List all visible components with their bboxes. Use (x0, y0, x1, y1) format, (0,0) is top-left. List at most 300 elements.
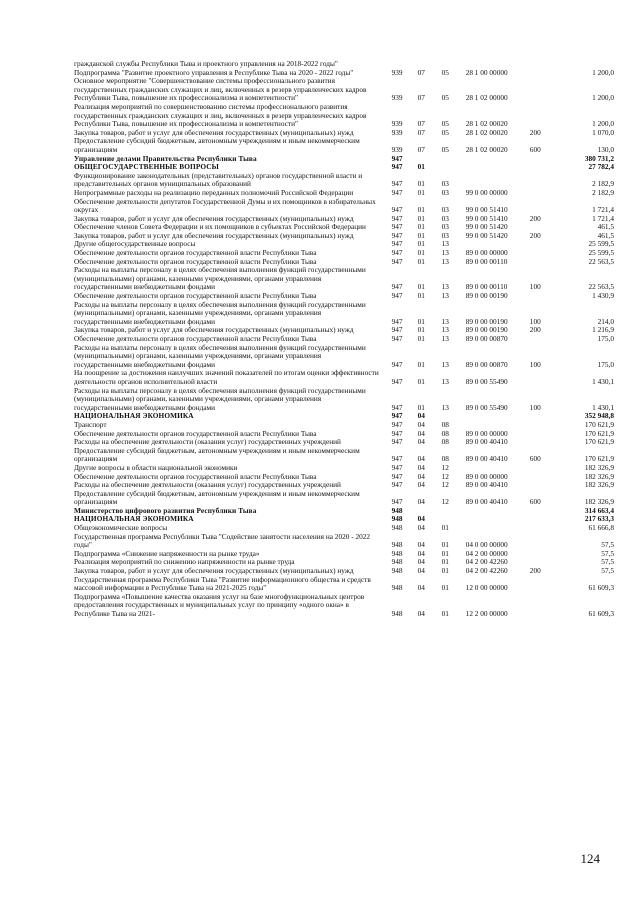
target-article-code: 99 0 00 51410 (465, 205, 508, 215)
row-name: Другие вопросы в области национальной экономики (74, 462, 238, 472)
row-name: Реализация мероприятий по совершенствованию системы профессионального развития государственных гражданских служащих и лиц, включенных в резерв управленческих кадров Республики Тыва, повышение их профессионализма и компетентности" (74, 101, 367, 129)
table-row (74, 137, 614, 154)
ministry-code: 939 (391, 119, 403, 129)
amount: 217 633,3 (584, 514, 614, 524)
amount: 1 430,1 (592, 376, 614, 386)
subsection-code (442, 155, 466, 164)
row-name: Обеспечение деятельности органов государственной власти Республики Тыва (74, 248, 317, 258)
ministry-code: 947 (391, 316, 403, 326)
ministry-code: 947 (391, 179, 403, 189)
amount: 170 621,9 (584, 428, 614, 438)
target-article-code: 89 0 00 00870 (465, 359, 508, 369)
expense-type-code: 200 (529, 127, 541, 137)
amount: 214,0 (597, 316, 614, 326)
subsection-code: 12 (441, 471, 449, 481)
ministry-code: 947 (391, 437, 403, 447)
section-code: 01 (417, 162, 425, 172)
row-name: Предоставление субсидий бюджетным, автономным учреждениям и иным некоммерческим организациям (74, 445, 360, 464)
subsection-code: 01 (441, 557, 449, 567)
section-code: 04 (417, 523, 425, 533)
section-code: 04 (417, 540, 425, 550)
subsection-code: 12 (441, 480, 449, 490)
subsection-code: 13 (441, 359, 449, 369)
amount: 461,5 (597, 230, 614, 240)
ministry-code: 947 (391, 497, 403, 507)
ministry-code: 947 (391, 291, 403, 301)
row-name: Предоставление субсидий бюджетным, автономным учреждениям и иным некоммерческим организациям (74, 136, 360, 154)
section-code: 04 (417, 514, 425, 524)
section-code: 01 (417, 187, 425, 197)
expense-type-code: 100 (529, 282, 541, 292)
target-article-code: 28 1 02 00020 (465, 144, 508, 154)
row-name: Государственная программа Республики Тыва "Развитие информационного общества и средств массовой информации в Республике Тыва на 2021-2025 годы" (74, 574, 371, 593)
subsection-code: 13 (441, 402, 449, 412)
ministry-code: 947 (391, 480, 403, 490)
amount: 61 609,3 (588, 583, 614, 593)
section-code: 04 (417, 609, 425, 618)
row-name: На поощрение за достижения наилучших значений показателей по итогам оценки эффективности деятельности органов исполнительной власти (74, 368, 379, 386)
budget-table-page (74, 60, 614, 619)
ministry-code: 948 (391, 505, 403, 515)
table-row (74, 198, 614, 215)
section-code: 01 (417, 256, 425, 266)
section-code: 01 (417, 205, 425, 215)
section-code: 04 (417, 557, 425, 567)
subsection-code: 01 (441, 609, 449, 618)
section-code: 01 (417, 222, 425, 232)
row-name: Министерство цифрового развития Республики Тыва (74, 505, 257, 515)
ministry-code: 948 (391, 540, 403, 550)
section-code: 04 (417, 497, 425, 507)
target-article-code: 99 0 00 51420 (465, 230, 508, 240)
amount: 130,0 (597, 144, 614, 154)
expense-type-code (530, 335, 556, 344)
amount: 170 621,9 (584, 437, 614, 447)
target-article-code: 89 0 00 55490 (465, 376, 508, 386)
row-name: Закупка товаров, работ и услуг для обеспечения государственных (муниципальных) нужд (74, 127, 354, 137)
expense-type-code: 200 (529, 566, 541, 576)
subsection-code: 03 (441, 230, 449, 240)
expense-type-code (530, 412, 556, 421)
expense-type-code: 100 (529, 359, 541, 369)
table-row (74, 301, 614, 327)
row-name: Расходы на выплаты персоналу в целях обеспечения выполнения функций государственными (муниципальными) органами, казенными учреждениями, органами управления государственными внебюджетными фондами (74, 299, 366, 326)
ministry-code: 948 (391, 523, 403, 533)
ministry-code: 947 (391, 359, 403, 369)
ministry-code: 947 (391, 256, 403, 266)
expense-type-code (530, 198, 556, 215)
ministry-code: 947 (391, 213, 403, 223)
row-name: Закупка товаров, работ и услуг для обеспечения государственных (муниципальных) нужд (74, 566, 354, 576)
section-code: 04 (417, 419, 425, 429)
subsection-code: 13 (441, 282, 449, 292)
subsection-code: 13 (441, 316, 449, 326)
section-code: 01 (417, 359, 425, 369)
subsection-code: 13 (441, 376, 449, 386)
target-article-code: 89 0 00 00870 (465, 334, 508, 343)
row-name: Транспорт (74, 419, 107, 429)
budget-table (74, 60, 614, 619)
expense-type-code (530, 77, 556, 103)
row-name: Управление делами Правительства Республики Тыва (74, 153, 257, 163)
section-code: 04 (417, 437, 425, 447)
row-name: Обеспечение деятельности органов государственной власти Республики Тыва (74, 428, 317, 438)
subsection-code: 13 (441, 239, 449, 249)
section-code: 01 (417, 291, 425, 301)
table-row (74, 369, 614, 386)
section-code: 01 (417, 376, 425, 386)
amount: 182 326,9 (584, 497, 614, 507)
expense-type-code: 200 (529, 325, 541, 335)
subsection-code: 03 (441, 213, 449, 223)
section-code: 01 (417, 248, 425, 258)
expense-type-code (530, 473, 556, 482)
table-row (74, 387, 614, 413)
row-name: Расходы на обеспечение деятельности (оказания услуг) государственных учреждений (74, 437, 341, 447)
row-name: Реализация мероприятий по снижению напряженности на рынке труда (74, 557, 295, 567)
subsection-code: 01 (441, 523, 449, 533)
ministry-code: 947 (391, 334, 403, 343)
section-code: 07 (417, 127, 425, 137)
expense-type-code (530, 189, 556, 198)
row-name: Обеспечение деятельности органов государственной власти Республики Тыва (74, 291, 317, 301)
amount: 380 731,2 (584, 153, 614, 163)
target-article-code: 28 1 00 00000 (465, 67, 508, 77)
page-number: 124 (580, 851, 600, 866)
ministry-code: 939 (391, 67, 403, 77)
amount: 1 070,0 (592, 127, 614, 137)
subsection-code: 03 (441, 205, 449, 215)
expense-type-code: 200 (529, 230, 541, 240)
table-row (74, 533, 614, 550)
subsection-code: 01 (441, 583, 449, 593)
row-name: Закупка товаров, работ и услуг для обеспечения государственных (муниципальных) нужд (74, 325, 354, 335)
target-article-code: 89 0 00 00000 (465, 248, 508, 258)
ministry-code: 947 (391, 325, 403, 335)
ministry-code: 947 (391, 471, 403, 481)
ministry-code: 939 (391, 144, 403, 154)
table-row (74, 77, 614, 103)
subsection-code: 13 (441, 325, 449, 335)
target-article-code: 89 0 00 00110 (465, 256, 508, 266)
row-name: Другие общегосударственные вопросы (74, 239, 196, 249)
target-article-code: 28 1 02 00000 (465, 93, 508, 103)
target-article-code: 04 2 00 00000 (465, 548, 508, 558)
amount: 57,5 (601, 548, 614, 558)
target-article-code (466, 524, 530, 533)
expense-type-code (530, 438, 556, 447)
amount: 1 200,0 (592, 67, 614, 77)
target-article-code (466, 412, 530, 421)
subsection-code: 05 (441, 67, 449, 77)
ministry-code: 947 (391, 230, 403, 240)
target-article-code: 89 0 00 00000 (465, 428, 508, 438)
section-code: 07 (417, 93, 425, 103)
amount: 170 621,9 (584, 419, 614, 429)
section-code: 01 (417, 179, 425, 189)
target-article-code (466, 155, 530, 164)
row-name: Предоставление субсидий бюджетным, автономным учреждениям и иным некоммерческим организациям (74, 488, 360, 507)
section-code: 04 (417, 471, 425, 481)
subsection-code (442, 163, 466, 172)
target-article-code: 89 0 00 55490 (465, 402, 508, 412)
table-row (74, 490, 614, 507)
expense-type-code: 100 (529, 316, 541, 326)
expense-type-code (530, 240, 556, 249)
target-article-code (466, 515, 530, 524)
expense-type-code (530, 369, 556, 386)
section-code: 07 (417, 119, 425, 129)
target-article-code: 89 0 00 40410 (465, 437, 508, 447)
section-code: 04 (417, 480, 425, 490)
ministry-code: 947 (391, 282, 403, 292)
row-name: Обеспечение членов Совета Федерации и их помощников в субъектах Российской Федерации (74, 222, 366, 232)
table-row (74, 172, 614, 189)
row-name: Подпрограмма «Снижение напряженности на рынке труда» (74, 548, 260, 558)
expense-type-code (530, 515, 556, 524)
amount: 182 326,9 (584, 480, 614, 490)
section-code: 01 (417, 282, 425, 292)
subsection-code: 05 (441, 144, 449, 154)
amount: 1 216,9 (592, 325, 614, 335)
ministry-code: 948 (391, 566, 403, 576)
target-article-code: 04 0 00 00000 (465, 540, 508, 550)
ministry-code: 947 (391, 162, 403, 172)
expense-type-code: 600 (529, 497, 541, 507)
expense-type-code (530, 172, 556, 189)
section-code: 04 (417, 566, 425, 576)
target-article-code: 89 0 00 00000 (465, 471, 508, 481)
subsection-code: 01 (441, 548, 449, 558)
row-name: Основное мероприятие "Совершенствование системы профессионального развития государственных гражданских служащих и лиц, включенных в резерв управленческих кадров Республики Тыва, повышение их профессионализма и компетентности" (74, 76, 367, 103)
target-article-code: 89 0 00 40410 (465, 454, 508, 464)
section-code: 01 (417, 316, 425, 326)
ministry-code: 947 (391, 153, 403, 163)
expense-type-code (530, 163, 556, 172)
ministry-code: 947 (391, 376, 403, 386)
amount: 1 721,4 (592, 205, 614, 215)
row-name: Обеспечение деятельности органов государственной власти Республики Тыва (74, 334, 317, 343)
target-article-code: 89 0 00 40410 (465, 497, 508, 507)
subsection-code: 13 (441, 291, 449, 301)
amount: 22 563,5 (588, 256, 614, 266)
row-name: Обеспечение деятельности депутатов Государственной Думы и их помощников в избирательных округах (74, 196, 376, 215)
table-row (74, 412, 614, 421)
row-name: Обеспечение деятельности органов государственной власти Республики Тыва (74, 471, 317, 481)
amount: 175,0 (597, 359, 614, 369)
section-code: 04 (417, 583, 425, 593)
subsection-code (442, 507, 466, 516)
row-name: Функционирование законодательных (представительных) органов государственной власти и представительных органов муниципальных образований (74, 170, 363, 189)
section-code: 01 (417, 402, 425, 412)
section-code: 07 (417, 144, 425, 154)
amount: 25 599,5 (588, 248, 614, 258)
subsection-code: 13 (441, 248, 449, 258)
subsection-code: 03 (441, 179, 449, 189)
target-article-code: 28 1 02 00020 (465, 127, 508, 137)
table-row (74, 103, 614, 129)
amount: 1 200,0 (592, 119, 614, 129)
expense-type-code (530, 292, 556, 301)
expense-type-code: 200 (529, 213, 541, 223)
expense-type-code (530, 533, 556, 550)
table-row (74, 593, 614, 619)
section-code: 01 (417, 230, 425, 240)
amount: 61 666,8 (588, 523, 614, 533)
ministry-code: 939 (391, 93, 403, 103)
row-name: гражданской службы Республики Тыва и проектного управления на 2018-2022 годы" (74, 59, 338, 68)
target-article-code: 89 0 00 40410 (465, 480, 508, 490)
ministry-code: 947 (391, 239, 403, 249)
amount: 1 430,1 (592, 402, 614, 412)
row-name: Непрограммные расходы на реализацию переданных полномочий Российской Федерации (74, 187, 354, 197)
amount: 61 609,3 (588, 609, 614, 618)
row-name: Расходы на выплаты персоналу в целях обеспечения выполнения функций государственными (муниципальными) органами, казенными учреждениями, органами управления государственными внебюджетными фондами (74, 385, 366, 412)
ministry-code: 948 (391, 557, 403, 567)
target-article-code: 28 1 02 00020 (465, 119, 508, 129)
ministry-code: 947 (391, 187, 403, 197)
target-article-code (466, 507, 530, 516)
target-article-code (466, 163, 530, 172)
row-name: ОБЩЕГОСУДАРСТВЕННЫЕ ВОПРОСЫ (74, 162, 219, 172)
table-row (74, 576, 614, 593)
table-row (74, 447, 614, 464)
expense-type-code (530, 524, 556, 533)
row-name: Расходы на выплаты персоналу в целях обеспечения выполнения функций государственными (муниципальными) органами, казенными учреждениями, органами управления государственными внебюджетными фондами (74, 342, 366, 369)
section-code: 04 (417, 428, 425, 438)
ministry-code: 947 (391, 248, 403, 258)
expense-type-code (530, 103, 556, 129)
target-article-code: 99 0 00 51410 (465, 213, 508, 223)
section-code: 04 (417, 462, 425, 472)
amount: 314 663,4 (584, 505, 614, 515)
target-article-code: 89 0 00 00190 (465, 325, 508, 335)
row-name: Закупка товаров, работ и услуг для обеспечения государственных (муниципальных) нужд (74, 213, 354, 223)
expense-type-code (530, 576, 556, 593)
amount: 22 563,5 (588, 282, 614, 292)
target-article-code: 04 2 00 42260 (465, 557, 508, 567)
expense-type-code (530, 69, 556, 78)
subsection-code: 08 (441, 437, 449, 447)
amount: 57,5 (601, 540, 614, 550)
expense-type-code (530, 258, 556, 267)
subsection-code: 05 (441, 119, 449, 129)
row-name: Закупка товаров, работ и услуг для обеспечения государственных (муниципальных) нужд (74, 230, 354, 240)
expense-type-code: 600 (529, 454, 541, 464)
ministry-code: 947 (391, 222, 403, 232)
subsection-code: 13 (441, 334, 449, 343)
expense-type-code (530, 464, 556, 473)
target-article-code: 12 2 00 00000 (465, 609, 508, 618)
ministry-code: 939 (391, 127, 403, 137)
subsection-code: 08 (441, 454, 449, 464)
table-row (74, 344, 614, 370)
section-code: 01 (417, 239, 425, 249)
ministry-code: 947 (391, 454, 403, 464)
target-article-code: 89 0 00 00190 (465, 291, 508, 301)
subsection-code: 01 (441, 566, 449, 576)
ministry-code: 948 (391, 548, 403, 558)
amount: 25 599,5 (588, 239, 614, 249)
section-code: 04 (417, 454, 425, 464)
subsection-code: 08 (441, 428, 449, 438)
row-name: Подпрограмма «Повышение качества оказания услуг на базе многофункциональных центров предоставления государственных и муниципальных услуг по принципу «одного окна» в Республике Тыва на 2021- (74, 591, 365, 618)
subsection-code: 13 (441, 256, 449, 266)
table-row (74, 266, 614, 292)
section-code: 01 (417, 334, 425, 343)
ministry-code: 947 (391, 428, 403, 438)
expense-type-code (530, 550, 556, 559)
section-code: 07 (417, 67, 425, 77)
subsection-code: 05 (441, 127, 449, 137)
amount: 1 200,0 (592, 93, 614, 103)
amount: 352 948,8 (584, 411, 614, 421)
subsection-code: 03 (441, 187, 449, 197)
amount: 57,5 (601, 557, 614, 567)
target-article-code: 04 2 00 42260 (465, 566, 508, 576)
ministry-code: 947 (391, 462, 403, 472)
ministry-code: 947 (391, 419, 403, 429)
row-name: Обеспечение деятельности органов государственной власти Республики Тыва (74, 256, 317, 266)
target-article-code: 12 0 00 00000 (465, 583, 508, 593)
ministry-code: 948 (391, 609, 403, 618)
row-name: НАЦИОНАЛЬНАЯ ЭКОНОМИКА (74, 514, 194, 524)
row-name: Государственная программа Республики Тыва "Содействие занятости населения на 2020 - 2022 годы" (74, 531, 371, 550)
target-article-code: 99 0 00 00000 (465, 187, 508, 197)
expense-type-code: 600 (529, 144, 541, 154)
subsection-code: 12 (441, 462, 449, 472)
ministry-code: 948 (391, 514, 403, 524)
row-name: Расходы на обеспечение деятельности (оказания услуг) государственных учреждений (74, 480, 341, 490)
expense-type-code (530, 481, 556, 490)
amount: 27 782,4 (588, 162, 614, 172)
row-name: НАЦИОНАЛЬНАЯ ЭКОНОМИКА (74, 411, 194, 421)
row-name: Расходы на выплаты персоналу в целях обеспечения выполнения функций государственными (муниципальными) органами, казенными учреждениями, органами управления государственными внебюджетными фондами (74, 265, 366, 292)
expense-type-code: 100 (529, 402, 541, 412)
subsection-code: 08 (441, 419, 449, 429)
ministry-code: 947 (391, 411, 403, 421)
row-name: Общеэкономические вопросы (74, 523, 168, 533)
amount: 57,5 (601, 566, 614, 576)
expense-type-code (530, 60, 556, 69)
expense-type-code (530, 421, 556, 430)
amount: 2 182,9 (592, 187, 614, 197)
expense-type-code (530, 507, 556, 516)
amount: 175,0 (597, 334, 614, 343)
amount: 2 182,9 (592, 179, 614, 189)
expense-type-code (530, 430, 556, 439)
section-code: 04 (417, 548, 425, 558)
section-code: 01 (417, 213, 425, 223)
target-article-code (466, 172, 530, 189)
amount: 182 326,9 (584, 462, 614, 472)
expense-type-code (530, 249, 556, 258)
amount: 461,5 (597, 222, 614, 232)
budget-table-body (74, 60, 614, 619)
ministry-code: 947 (391, 205, 403, 215)
section-code: 04 (417, 411, 425, 421)
section-code: 01 (417, 325, 425, 335)
ministry-code: 947 (391, 402, 403, 412)
expense-type-code (530, 155, 556, 164)
expense-type-code (530, 593, 556, 619)
subsection-code: 12 (441, 497, 449, 507)
ministry-code: 948 (391, 583, 403, 593)
target-article-code: 89 0 00 00190 (465, 316, 508, 326)
target-article-code: 99 0 00 51420 (465, 222, 508, 232)
row-name: Подпрограмма "Развитие проектного управления в Республике Тыва на 2020 - 2022 годы" (74, 67, 354, 77)
target-article-code: 89 0 00 00110 (465, 282, 508, 292)
